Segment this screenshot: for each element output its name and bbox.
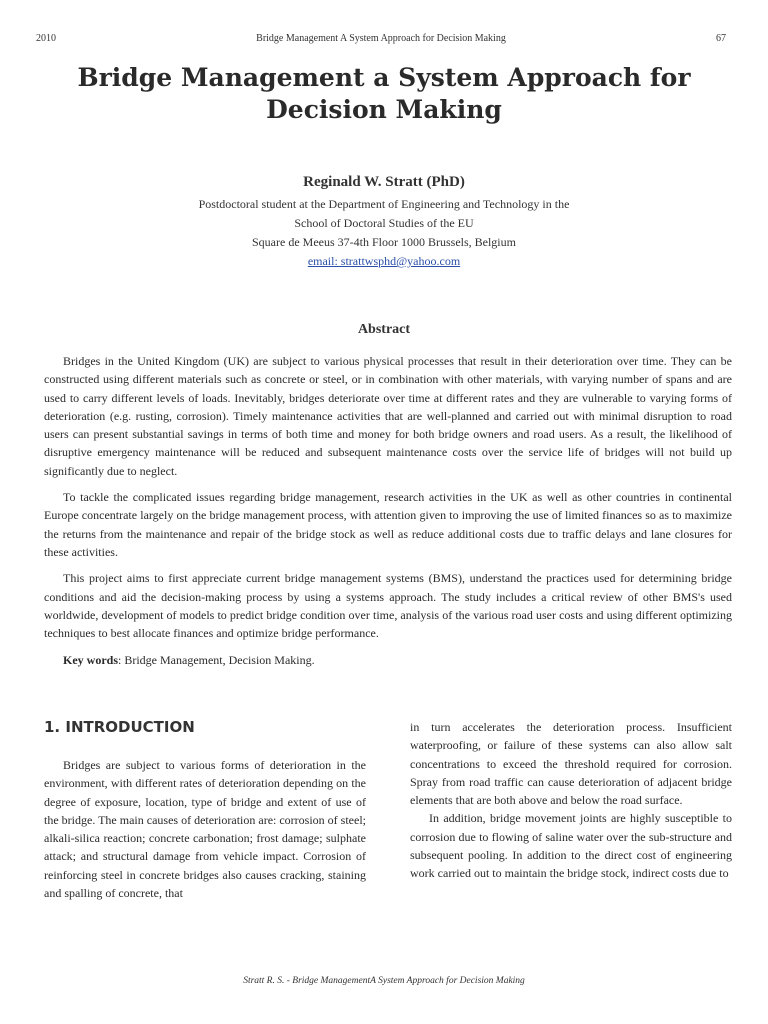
intro-right-paragraph-1: in turn accelerates the deterioration process. Insufficient waterproofing, or failure of these systems can also allow salt concentrations to exceed the threshold required for corrosion. Spray from road traffic can cause deterioration of adjacent bridge elements that are both above and below the road surface. [410,720,732,808]
right-column [410,718,732,883]
author-name: Reginald W. Stratt (PhD) [303,174,465,190]
running-header [36,33,726,49]
header-year: 2010 [36,33,56,44]
keywords [44,651,732,669]
author-email-link[interactable]: email: strattwsphd@yahoo.com [307,254,461,268]
keywords-label: Key words [63,653,118,668]
keywords-text: : Bridge Management, Decision Making. [118,653,315,668]
author-block [0,174,768,271]
intro-right-paragraph-2: In addition, bridge movement joints are highly susceptible to corrosion due to flowing of saline water over the sub-structure and subsequent pooling. In addition to the direct cost of engineering work carried out to maintain the bridge stock, indirect costs due to [410,811,732,881]
abstract-paragraph-3: This project aims to first appreciate current bridge management systems (BMS), understand the practices used for determining bridge conditions and aid the decision-making process by using a systems approach. The study includes a critical review of other BMS's used worldwide, development of models to predict bridge condition over time, analysis of the various road user costs and using different optimizing techniques to best allocate finances and optimize bridge performance. [44,571,732,641]
affiliation-line-2: School of Doctoral Studies of the EU [294,216,474,230]
paper-title: Bridge Management a System Approach for Decision Making [77,63,691,124]
abstract-body [44,352,732,678]
abstract-paragraph-1: Bridges in the United Kingdom (UK) are subject to various physical processes that result in their deterioration over time. They can be constructed using different materials such as concrete or steel, or in combination with other materials, with varying number of spans and are used to carry different levels of loads. Inevitably, bridges deteriorate over time at different rates and they are vulnerable to varying forms of deterioration (e.g. rusting, corrosion). Timely maintenance activities that are well-planned and carried out with minimal disruption to road users can present substantial savings in terms of both time and money for both bridge owners and road users. As a result, the likelihood of disruptive emergency maintenance will be reduced and subsequent maintenance costs over the service life of bridges will not build up significantly due to neglect. [44,354,732,478]
left-column [44,716,366,902]
header-page-number: 67 [716,33,726,44]
intro-left-paragraph: Bridges are subject to various forms of deterioration in the environment, with different rates of deterioration depending on the degree of exposure, location, type of bridge and extent of use of the bridge. The main causes of deterioration are: corrosion of steel; alkali-silica reaction; concrete carbonation; frost damage; sulphate attack; and structural damage from vehicle impact. Corrosion of reinforcing steel in concrete bridges also causes cracking, staining and spalling of concrete, that [44,758,366,901]
abstract-paragraph-2: To tackle the complicated issues regarding bridge management, research activities in the UK as well as other countries in continental Europe concentrate largely on the bridge management process, with attention given to improving the use of limited finances so as to maximize the returns from the maintenance and repair of the bridge stock as well as reduce additional costs due to traffic delays and lane closures for these activities. [44,490,732,559]
author-address: Square de Meeus 37-4th Floor 1000 Brussels, Belgium [252,235,516,249]
running-footer: Stratt R. S. - Bridge ManagementA System Approach for Decision Making [243,976,525,986]
abstract-heading: Abstract [357,322,411,337]
header-running-title: Bridge Management A System Approach for Decision Making [256,33,506,44]
affiliation-line-1: Postdoctoral student at the Department of Engineering and Technology in the [198,197,570,211]
introduction-heading: 1. INTRODUCTION [44,718,195,736]
